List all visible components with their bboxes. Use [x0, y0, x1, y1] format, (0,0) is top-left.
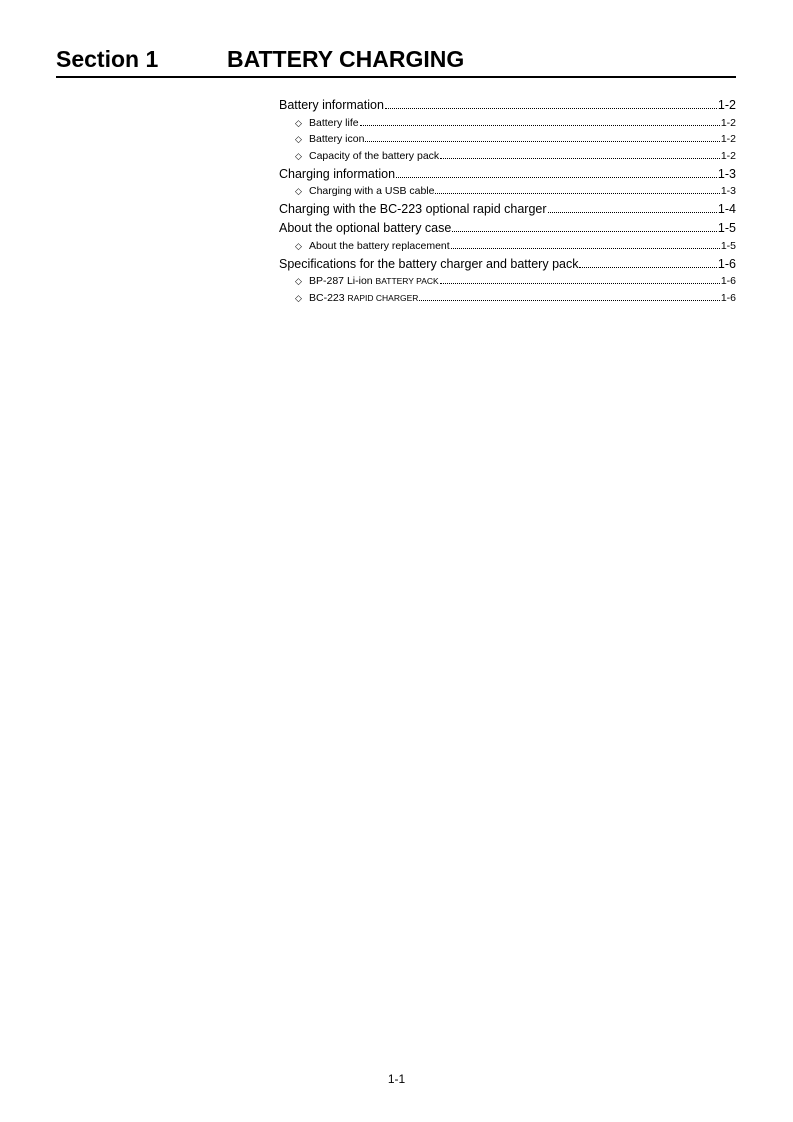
dot-leader — [365, 140, 719, 142]
toc-entry-page: 1-4 — [717, 202, 736, 216]
dot-leader — [435, 192, 719, 194]
toc-entry-rapid-charger[interactable] — [279, 198, 736, 216]
dot-leader — [548, 211, 717, 213]
dot-leader — [419, 299, 719, 301]
toc-entry-specifications[interactable] — [279, 253, 736, 271]
toc-entry-battery-information[interactable] — [279, 94, 736, 112]
toc-entry-page: 1-2 — [720, 133, 736, 145]
toc-entry-bc-223[interactable] — [279, 287, 736, 304]
toc-entry-label: Battery information — [279, 98, 384, 112]
toc-entry-page: 1-6 — [720, 291, 736, 304]
diamond-bullet-icon: ◇ — [295, 117, 302, 128]
section-title: BATTERY CHARGING — [227, 46, 465, 72]
toc-entry-capacity[interactable] — [279, 145, 736, 162]
toc-entry-label-smallcaps: RAPID CHARGER — [347, 292, 419, 303]
dot-leader — [360, 124, 720, 126]
toc-entry-label: Specifications for the battery charger and battery pack — [279, 256, 579, 271]
toc-entry-page: 1-2 — [720, 116, 736, 129]
toc-entry-page: 1-3 — [720, 185, 736, 197]
toc-entry-battery-case[interactable] — [279, 217, 736, 235]
toc-entry-label: Capacity of the battery pack — [309, 149, 440, 162]
table-of-contents — [279, 93, 736, 304]
toc-entry-label — [309, 292, 418, 304]
toc-entry-charging-information[interactable] — [279, 163, 736, 181]
toc-entry-page: 1-5 — [717, 221, 736, 235]
dot-leader — [385, 107, 717, 109]
dot-leader — [440, 157, 720, 159]
toc-entry-label: Charging with the BC-223 optional rapid charger — [279, 202, 547, 216]
toc-entry-label: About the optional battery case — [279, 221, 452, 235]
diamond-bullet-icon: ◇ — [295, 276, 302, 286]
section-number: Section 1 — [56, 46, 159, 72]
dot-leader — [452, 230, 717, 232]
section-header — [56, 44, 736, 78]
toc-entry-usb-cable[interactable] — [279, 181, 736, 198]
dot-leader — [451, 247, 720, 249]
toc-entry-page: 1-5 — [720, 239, 736, 252]
toc-entry-label: About the battery replacement — [309, 239, 450, 252]
page-number: 1-1 — [387, 1072, 406, 1086]
toc-entry-page: 1-6 — [717, 256, 736, 271]
toc-entry-label-main: BP-287 Li-ion — [309, 275, 373, 287]
toc-entry-battery-life[interactable] — [279, 112, 736, 129]
toc-entry-battery-replacement[interactable] — [279, 235, 736, 252]
toc-entry-label: Battery life — [309, 116, 359, 129]
toc-entry-label-smallcaps: BATTERY PACK — [375, 276, 439, 286]
diamond-bullet-icon: ◇ — [295, 292, 302, 303]
toc-entry-battery-icon[interactable] — [279, 129, 736, 146]
diamond-bullet-icon: ◇ — [295, 240, 302, 251]
toc-entry-page: 1-2 — [717, 98, 736, 112]
dot-leader — [579, 266, 716, 268]
toc-entry-label: Charging information — [279, 166, 396, 181]
toc-entry-page: 1-3 — [717, 166, 736, 181]
dot-leader — [440, 282, 720, 284]
toc-entry-label: Battery icon — [309, 133, 365, 145]
toc-entry-label: Charging with a USB cable — [309, 185, 435, 197]
toc-entry-page: 1-6 — [720, 275, 736, 287]
toc-entry-label-main: BC-223 — [309, 291, 345, 304]
toc-entry-label — [309, 275, 439, 287]
dot-leader — [396, 176, 717, 178]
diamond-bullet-icon: ◇ — [295, 134, 302, 144]
diamond-bullet-icon: ◇ — [295, 150, 302, 161]
toc-entry-bp-287[interactable] — [279, 271, 736, 288]
toc-entry-page: 1-2 — [720, 149, 736, 162]
diamond-bullet-icon: ◇ — [295, 186, 302, 196]
